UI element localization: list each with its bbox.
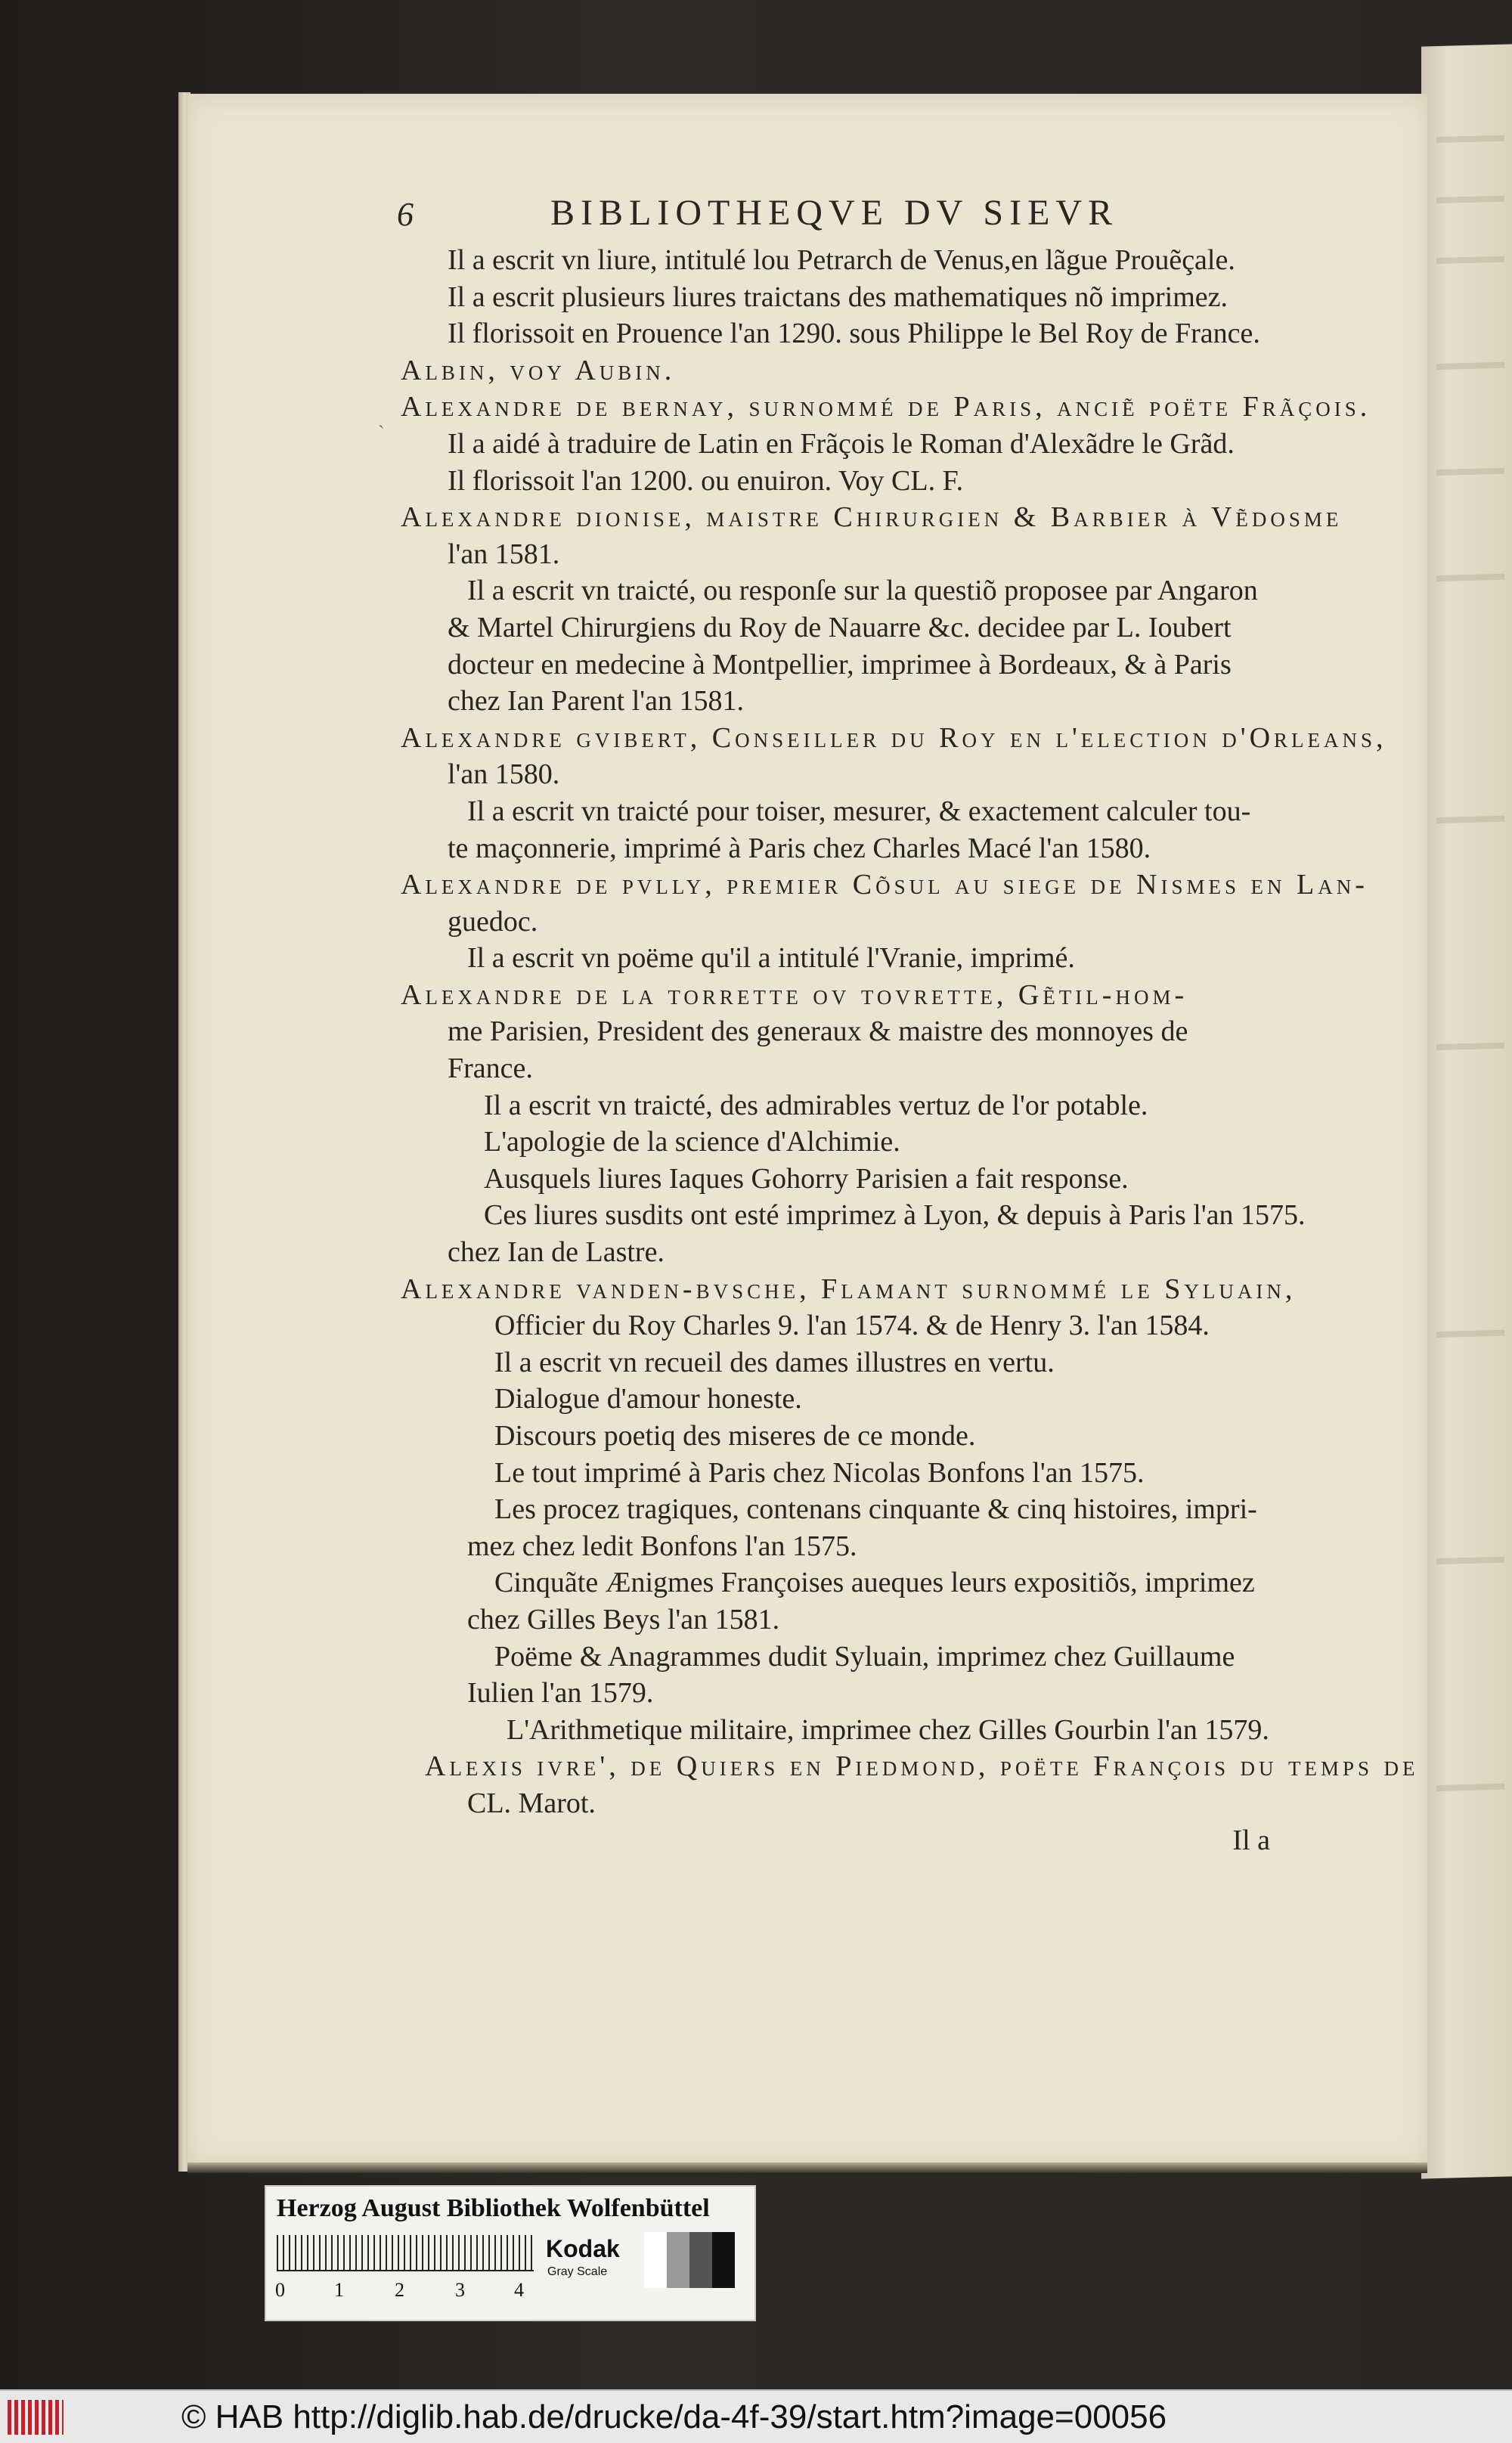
text-line: Ces liures susdits ont esté imprimez à Lyon, & depuis à Paris l'an 1575. (484, 1199, 1306, 1232)
text-line: L'apologie de la science d'Alchimie. (484, 1126, 900, 1158)
text-line: chez Ian de Lastre. (448, 1236, 665, 1269)
ruler-number: 3 (455, 2279, 465, 2301)
page-text (401, 242, 1419, 1859)
text-line: me Parisien, President des generaux & maistre des monnoyes de (448, 1015, 1188, 1048)
text-line: Il a escrit vn poëme qu'il a intitulé l'Vranie, imprimé. (467, 942, 1075, 975)
text-line: Iulien l'an 1579. (467, 1677, 654, 1710)
text-line: te maçonnerie, imprimé à Paris chez Charles Macé l'an 1580. (448, 832, 1151, 864)
text-line: Les procez tragiques, contenans cinquante & cinq histoires, impri- (494, 1493, 1257, 1526)
kodak-logo: Kodak (546, 2235, 620, 2262)
ruler-number: 2 (395, 2279, 404, 2301)
text-line: Il florissoit en Prouence l'an 1290. sous Philippe le Bel Roy de France. (448, 318, 1260, 350)
ruler-number: 4 (514, 2279, 524, 2301)
text-line: Il a escrit vn traicté, ou responſe sur la questiõ proposee par Angaron (467, 575, 1258, 607)
text-line: l'an 1581. (448, 538, 560, 570)
text-line: & Martel Chirurgiens du Roy de Nauarre &c. decidee par L. Ioubert (448, 611, 1232, 643)
text-line: Ausquels liures Iaques Gohorry Parisien a fait response. (484, 1162, 1129, 1195)
text-line: Discours poetiq des miseres de ce monde. (494, 1420, 976, 1452)
entry-heading: Alexandre de bernay, surnommé de Paris, anciẽ poëte Frãçois. (401, 391, 1371, 423)
text-line: chez Gilles Beys l'an 1581. (467, 1603, 780, 1635)
facing-page-edge (1421, 44, 1512, 2178)
entry-heading: Alexandre de la torrette ov tovrette, Gẽtil-hom- (401, 978, 1188, 1011)
text-line: Le tout imprimé à Paris chez Nicolas Bonfons l'an 1575. (494, 1456, 1145, 1489)
entry-heading: Alexandre dionise, maistre Chirurgien & Barbier à Vẽdosme (401, 501, 1343, 534)
text-line: Cinquãte Ænigmes Françoises aueques leurs expositiõs, imprimez (494, 1567, 1255, 1599)
library-name: Herzog August Bibliothek Wolfenbüttel (277, 2194, 710, 2222)
text-line: l'an 1580. (448, 758, 560, 791)
entry-heading: Alexandre de pvlly, premier Cõsul au siege de Nismes en Lan- (401, 869, 1368, 901)
hab-logo-icon (8, 2400, 64, 2435)
text-line: Il a aidé à traduire de Latin en Frãçois le Roman d'Alexãdre le Grãd. (448, 427, 1235, 460)
text-line: guedoc. (448, 905, 538, 938)
text-line: Officier du Roy Charles 9. l'an 1574. & de Henry 3. l'an 1584. (494, 1310, 1210, 1342)
text-line: Il florissoit l'an 1200. ou enuiron. Voy CL. F. (448, 464, 964, 497)
text-line: Il a escrit vn traicté, des admirables vertuz de l'or potable. (484, 1089, 1148, 1121)
entry-heading: Alexandre gvibert, Conseiller du Roy en l'election d'Orleans, (401, 721, 1387, 754)
text-line: France. (448, 1053, 533, 1085)
text-line: Il a escrit vn recueil des dames illustres en vertu. (494, 1346, 1055, 1378)
text-line: Il a escrit vn liure, intitulé lou Petrarch de Venus,en lãgue Prouẽçale. (448, 244, 1235, 276)
catchword: Il a (1232, 1824, 1270, 1856)
footer-copyright-url[interactable]: © HAB http://diglib.hab.de/drucke/da-4f-39/start.htm?image=00056 (181, 2398, 1167, 2435)
page-number: 6 (397, 196, 414, 233)
margin-mark: ˏ (378, 407, 385, 429)
entry-heading: Alexandre vanden-bvsche, Flamant surnommé le Syluain, (401, 1273, 1297, 1305)
calibration-card (265, 2185, 756, 2321)
page-bottom-shadow (187, 2162, 1427, 2173)
text-line: Poëme & Anagrammes dudit Syluain, imprimez chez Guillaume (494, 1640, 1235, 1673)
ruler-number: 1 (334, 2279, 344, 2301)
text-line: Dialogue d'amour honeste. (494, 1383, 802, 1415)
scale-ruler (277, 2235, 534, 2271)
text-line: docteur en medecine à Montpellier, imprimee à Bordeaux, & à Paris (448, 648, 1232, 681)
running-head: BIBLIOTHEQVE DV SIEVR (550, 193, 1119, 233)
entry-heading: Alexis ivre', de Quiers en Piedmond, poëte François du temps de (425, 1750, 1419, 1783)
entry-heading: Albin, voy Aubin. (401, 354, 676, 386)
text-line: Il a escrit vn traicté pour toiser, mesurer, & exactement calculer tou- (467, 795, 1251, 827)
ruler-number: 0 (275, 2279, 285, 2301)
text-line: mez chez ledit Bonfons l'an 1575. (467, 1530, 857, 1562)
gray-scale-label: Gray Scale (547, 2265, 608, 2278)
footer-bar (0, 2389, 1512, 2443)
text-line: chez Ian Parent l'an 1581. (448, 685, 744, 718)
text-line: CL. Marot. (467, 1787, 596, 1819)
text-line: L'Arithmetique militaire, imprimee chez Gilles Gourbin l'an 1579. (507, 1713, 1269, 1746)
gray-patches (644, 2232, 735, 2288)
text-line: Il a escrit plusieurs liures traictans des mathematiques nõ imprimez. (448, 281, 1228, 313)
